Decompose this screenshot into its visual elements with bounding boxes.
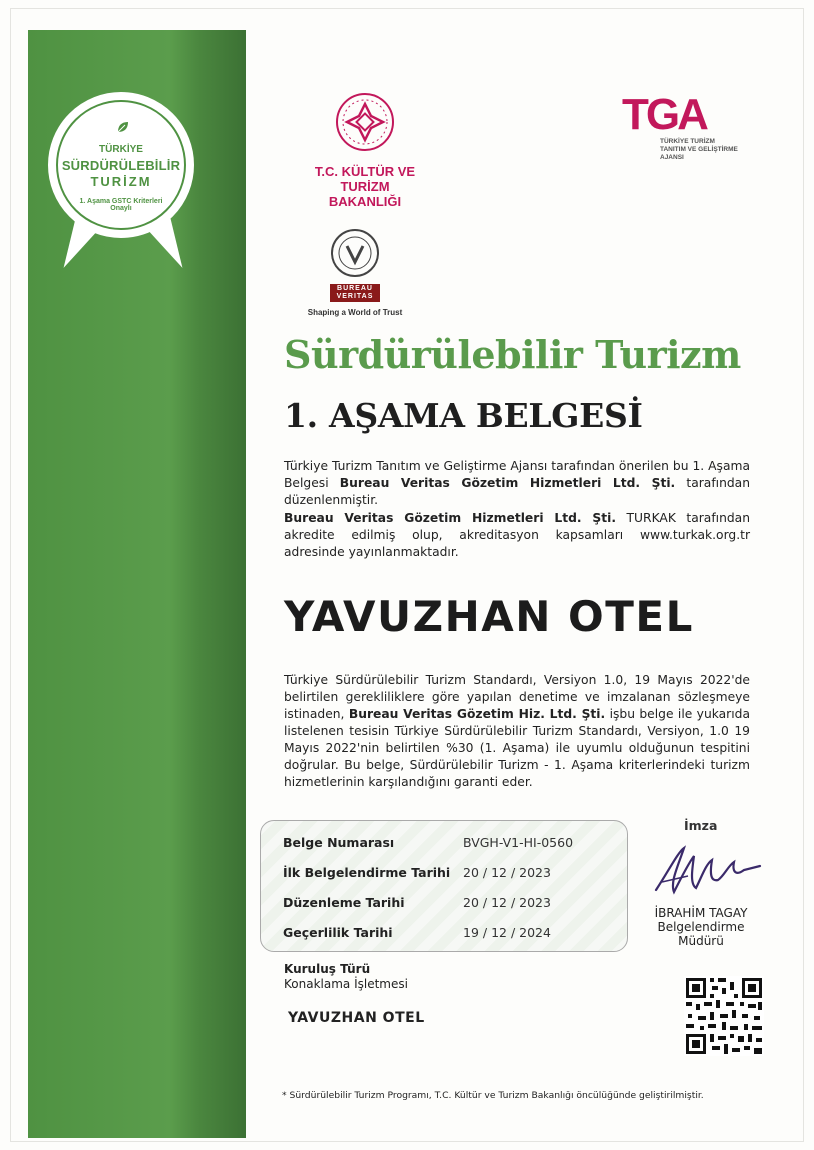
bv-tagline: Shaping a World of Trust (307, 308, 403, 317)
ministry-name-line1: T.C. KÜLTÜR VE TURİZM (314, 164, 416, 194)
badge-text-sustainable: SÜRDÜRÜLEBİLİR (61, 158, 181, 173)
info-value: BVGH-V1-HI-0560 (463, 835, 574, 850)
leaf-icon (116, 120, 130, 134)
certificate-subtitle: 1. AŞAMA BELGESİ (284, 396, 643, 435)
signer-role-line2: Müdürü (678, 934, 724, 948)
badge-text-stage: 1. Aşama GSTC Kriterleri Onaylı (79, 198, 163, 212)
ministry-logo (290, 92, 440, 209)
info-row-number (283, 835, 573, 850)
bureau-veritas-emblem-icon (330, 228, 380, 278)
certificate-title: Sürdürülebilir Turizm (284, 332, 741, 377)
establishment-name: YAVUZHAN OTEL (288, 1010, 425, 1026)
tga-sub-line2: TANITIM VE GELİŞTİRME (660, 146, 738, 153)
bv-name-line1: BUREAU (337, 285, 373, 292)
info-row-issue-date (283, 895, 551, 910)
p2-bold: Bureau Veritas Gözetim Hizmetleri Ltd. Şti. (284, 511, 617, 525)
badge-text-tourism: TURİZM (90, 174, 152, 189)
p1-post: tarafından düzenlenmiştir. (284, 476, 750, 507)
tga-sub-line3: AJANSI (660, 154, 684, 161)
info-label: Düzenleme Tarihi (283, 895, 405, 910)
bureau-veritas-logo (300, 228, 410, 317)
tga-subtitle (660, 138, 762, 162)
bv-name-bar (330, 284, 380, 302)
signature-label: İmza (684, 818, 718, 833)
p3-bold: Bureau Veritas Gözetim Hiz. Ltd. Şti. (348, 707, 606, 721)
footnote: * Sürdürülebilir Turizm Programı, T.C. Kültür ve Turizm Bakanlığı öncülüğünde geliştirilmiştir. (282, 1090, 704, 1101)
qr-code-icon (684, 976, 764, 1056)
certificate-info-box (260, 820, 628, 952)
signer-name: İBRAHİM TAGAY (654, 906, 748, 920)
info-row-first-date (283, 865, 551, 880)
p3-post: işbu belge ile yukarıda listelenen tesisin Türkiye Sürdürülebilir Turizm Standardı, Versiyon, 1.0 19 Mayıs 2022'nin belirtilen %30 (1. Aşama) ile uyumlu olduğunun tespitini doğrular. Bu belge, Sürdürülebilir Turizm - 1. Aşama kriterlerindeki turizm hizmetlerinin karşılandığını garanti eder. (284, 707, 750, 789)
ministry-emblem-icon (335, 92, 395, 152)
sustainability-badge (48, 92, 198, 282)
signer-role-line1: Belgelendirme (657, 920, 745, 934)
badge-inner-ring (56, 100, 186, 230)
p1-pre: Türkiye Turizm Tanıtım ve Geliştirme Ajansı tarafından önerilen bu 1. Aşama Belgesi (284, 459, 750, 490)
ministry-name-line2: BAKANLIĞI (328, 194, 402, 209)
ministry-name (290, 164, 440, 209)
paragraph-issuer (284, 458, 750, 509)
info-value: 20 / 12 / 2023 (463, 895, 551, 910)
badge-text-country: TÜRKİYE (99, 144, 143, 155)
bv-name-line2: VERITAS (336, 293, 374, 300)
info-label: Belge Numarası (283, 835, 395, 850)
paragraph-accreditation (284, 510, 750, 561)
signature-icon (648, 842, 768, 900)
tga-logo (622, 92, 762, 162)
tga-sub-line1: TÜRKİYE TURİZM (660, 138, 715, 145)
establishment-type-value: Konaklama İşletmesi (284, 977, 408, 991)
info-value: 19 / 12 / 2024 (463, 925, 551, 940)
p1-bold: Bureau Veritas Gözetim Hizmetleri Ltd. Şti. (339, 476, 676, 490)
info-label: Geçerlilik Tarihi (283, 925, 393, 940)
p2-post: TURKAK tarafından akredite edilmiş olup, akreditasyon kapsamları www.turkak.org.tr adresinde yayınlanmaktadır. (284, 511, 750, 559)
info-row-validity-date (283, 925, 551, 940)
establishment-type-label: Kuruluş Türü (284, 962, 371, 976)
badge-circle (48, 92, 194, 238)
p3-pre: Türkiye Sürdürülebilir Turizm Standardı, Versiyon 1.0, 19 Mayıs 2022'de belirtilen gerekliliklere göre yapılan denetime ve imzalanan sözleşmeye istinaden, (284, 673, 750, 721)
hotel-name: YAVUZHAN OTEL (284, 592, 694, 641)
info-value: 20 / 12 / 2023 (463, 865, 551, 880)
signer-block (636, 906, 766, 948)
tga-letters: TGA (622, 90, 706, 139)
paragraph-standard (284, 672, 750, 791)
info-label: İlk Belgelendirme Tarihi (283, 865, 451, 880)
